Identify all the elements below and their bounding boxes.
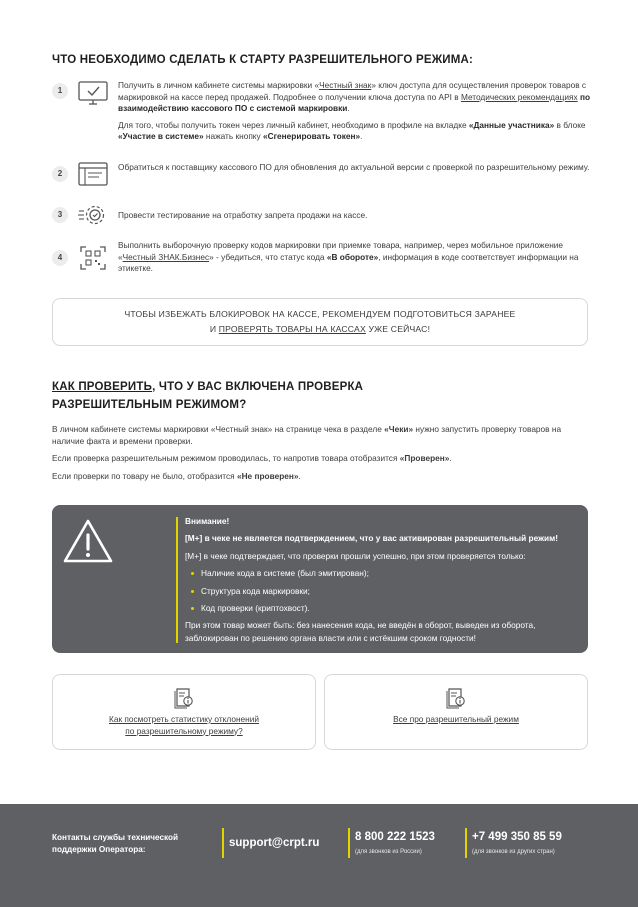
warning-title: Внимание! (185, 516, 230, 526)
how-to-check-link[interactable]: КАК ПРОВЕРИТЬ (52, 381, 153, 393)
warning-line-2: [М+] в чеке подтверждает, что проверки прошли успешно, при этом проверяется только: (185, 550, 526, 561)
step-1-p2-c: в блоке (554, 119, 586, 130)
support-label (52, 832, 178, 855)
step-2 (52, 160, 592, 192)
step-1-text-a: Получить в личном кабинете системы маркировки « (118, 80, 320, 90)
banner-line-2 (53, 322, 587, 337)
footer-accent-bar (222, 828, 224, 858)
warning-bullets (185, 567, 585, 614)
check-section-text (52, 424, 592, 488)
phone-international-note: (для звонков из других стран) (472, 849, 555, 855)
support-footer (0, 804, 638, 907)
phone-russia-link[interactable]: 8 800 222 1523 (355, 831, 435, 843)
check-p3-bold: «Не проверен» (236, 470, 299, 481)
step-3-text: Провести тестирование на отработку запрета продажи на кассе. (118, 210, 368, 220)
check-section-title (52, 378, 452, 414)
warning-bullet: Наличие кода в системе (был эмитирован); (185, 567, 585, 579)
check-p1-bold: «Чеки» (384, 424, 414, 434)
step-4-bold: «В обороте» (326, 251, 379, 262)
warning-triangle-icon (62, 517, 114, 565)
step-3 (52, 202, 592, 230)
warning-bullet: Код проверки (криптохвост). (185, 602, 585, 614)
support-email-link[interactable]: support@crpt.ru (229, 837, 320, 849)
warning-bullet: Структура кода маркировки; (185, 585, 585, 597)
step-number: 3 (52, 207, 68, 223)
check-title-line-2: РАЗРЕШИТЕЛЬНЫМ РЕЖИМОМ? (52, 399, 247, 411)
gear-testing-icon (77, 202, 109, 230)
check-p2-b: . (449, 453, 452, 464)
preparation-banner (52, 298, 588, 346)
document-info-icon (445, 686, 467, 710)
check-p1-a: В личном кабинете системы маркировки «Честный знак» на странице чека в разделе (52, 424, 385, 434)
warning-text (185, 515, 585, 649)
step-1-p2-a: Для того, чтобы получить токен через личный кабинет, необходимо в профиле на вкладке (118, 119, 469, 130)
step-1-text-b: » ключ доступа для осуществления проверок товаров с маркировкой на кассе перед продажей. Подробнее о получении ключа доступа по API в (118, 80, 587, 102)
footer-accent-bar (348, 828, 350, 858)
step-1-p2-bold-1: «Данные участника» (468, 119, 555, 130)
step-1-p2-bold-2: «Участие в системе» (118, 131, 204, 142)
stats-card[interactable] (52, 674, 316, 750)
step-4-text-c: , информация в коде соответствует информации на этикетке. (118, 251, 579, 274)
step-1 (52, 80, 592, 150)
step-4-text (118, 240, 592, 275)
step-4 (52, 240, 592, 280)
warning-footer: При этом товар может быть: без нанесения кода, не введён в оборот, выведен из оборота, заблокирован по решению органа власти или с истёкшим сроком годности! (185, 620, 536, 643)
banner-line-1: ЧТОБЫ ИЗБЕЖАТЬ БЛОКИРОВОК НА КАССЕ, РЕКОМЕНДУЕМ ПОДГОТОВИТЬСЯ ЗАРАНЕЕ (124, 309, 516, 319)
method-recommendations-link[interactable]: Методических рекомендациях (460, 91, 578, 102)
check-goods-link[interactable]: ПРОВЕРЯТЬ ТОВАРЫ НА КАССАХ (218, 324, 366, 334)
support-label-line-2: поддержки Оператора: (52, 844, 146, 854)
step-number: 4 (52, 250, 68, 266)
step-1-text (118, 80, 592, 148)
step-1-bold: по взаимодействию кассового ПО с системой маркировки (118, 91, 591, 114)
check-p1-b: нужно запустить проверку товаров на наличие факта и времени проверки. (52, 424, 562, 446)
all-about-card-line-1[interactable]: Все про разрешительный режим (393, 714, 519, 724)
step-2-text: Обратиться к поставщику кассового ПО для обновления до актуальной версии с проверкой по разрешительному режиму. (118, 162, 590, 172)
footer-accent-bar (465, 828, 467, 858)
step-4-text-a: Выполнить выборочную проверку кодов маркировки при приемке товара, например, через мобильное приложение « (118, 240, 564, 262)
warning-accent-bar (176, 517, 178, 643)
all-about-card[interactable] (324, 674, 588, 750)
check-p2-bold: «Проверен» (399, 453, 450, 464)
banner-line-2-b: УЖЕ СЕЙЧАС! (365, 324, 431, 334)
stats-card-line-2[interactable]: по разрешительному режиму? (125, 725, 243, 736)
warning-line-1: [М+] в чеке не является подтверждением, что у вас активирован разрешительный режим! (185, 533, 558, 544)
step-1-p2-e: . (360, 131, 363, 142)
chestny-znak-business-link[interactable]: Честный ЗНАК.Бизнес (122, 251, 210, 262)
phone-international-link[interactable]: +7 499 350 85 59 (472, 831, 562, 843)
start-section-title: ЧТО НЕОБХОДИМО СДЕЛАТЬ К СТАРТУ РАЗРЕШИТЕЛЬНОГО РЕЖИМА: (52, 54, 474, 66)
stats-card-line-1[interactable]: Как посмотреть статистику отклонений (109, 714, 259, 724)
step-1-end: . (347, 103, 350, 114)
check-p3-a: Если проверки по товару не было, отобразится (52, 470, 237, 481)
check-p3-b: . (298, 470, 301, 481)
qr-scan-icon (77, 244, 109, 272)
step-1-p2-d: нажать кнопку (203, 131, 263, 142)
warning-box (52, 505, 588, 653)
phone-russia-note: (для звонков из России) (355, 849, 422, 855)
step-number: 2 (52, 166, 68, 182)
document-info-icon (173, 686, 195, 710)
check-p2-a: Если проверка разрешительным режимом проводилась, то напротив товара отобразится (52, 453, 400, 464)
step-number: 1 (52, 83, 68, 99)
support-label-line-1: Контакты службы технической (52, 833, 179, 842)
computer-check-icon (77, 80, 109, 108)
check-title-rest: , ЧТО У ВАС ВКЛЮЧЕНА ПРОВЕРКА (152, 381, 364, 393)
step-4-text-b: » - убедиться, что статус кода (209, 251, 327, 262)
browser-window-icon (77, 160, 109, 188)
step-1-p2-bold-3: «Сгенерировать токен» (263, 131, 361, 142)
banner-line-2-a: И (209, 324, 219, 334)
chestny-znak-link[interactable]: Честный знак (319, 80, 372, 90)
